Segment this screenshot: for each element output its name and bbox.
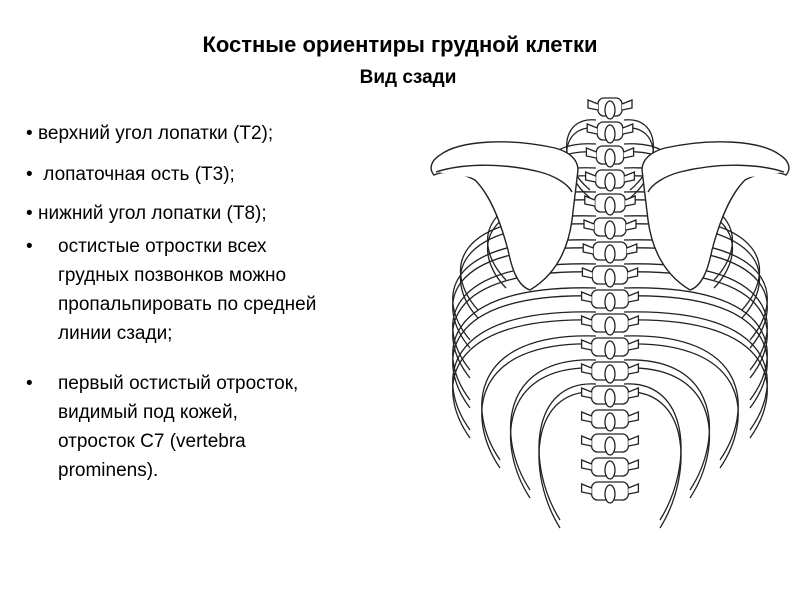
bullet-text <box>58 232 316 348</box>
bullet-item-3 <box>26 199 267 228</box>
bullet-line: первый остистый отросток, <box>58 373 299 394</box>
slide-title: Костные ориентиры грудной клетки <box>202 32 598 57</box>
vertebra <box>582 410 639 431</box>
vertebra <box>586 146 633 167</box>
bullet-marker: • <box>26 203 33 224</box>
slide-subtitle: Вид сзади <box>359 67 457 88</box>
left-scapula <box>431 142 578 290</box>
vertebra <box>582 362 639 383</box>
bullet-text: нижний угол лопатки (Т8); <box>38 203 267 224</box>
vertebra <box>582 338 639 359</box>
rib <box>624 360 709 490</box>
bullet-line: отросток С7 (vertebra <box>58 431 246 452</box>
bullet-line: пропальпировать по средней <box>58 294 317 315</box>
vertebra <box>582 482 639 503</box>
bullet-item-2 <box>26 160 235 189</box>
bullet-item-1 <box>26 119 273 148</box>
bullet-text: верхний угол лопатки (Т2); <box>38 123 274 144</box>
vertebra <box>582 458 639 479</box>
vertebra <box>583 242 637 263</box>
vertebra <box>582 386 639 407</box>
bullet-line: линии сзади; <box>58 323 173 344</box>
bullet-line: видимый под кожей, <box>58 402 238 423</box>
vertebra <box>582 434 639 455</box>
rib <box>539 392 596 528</box>
vertebra <box>582 314 639 335</box>
bullet-line: грудных позвонков можно <box>58 265 287 286</box>
bullet-marker: • <box>26 373 33 394</box>
vertebra <box>585 194 635 215</box>
vertebra <box>586 170 635 191</box>
bullet-item-4 <box>26 232 317 344</box>
rib <box>539 384 596 520</box>
vertebra <box>582 266 637 287</box>
bullet-marker: • <box>26 123 33 144</box>
rib <box>624 384 681 520</box>
rib <box>624 312 767 430</box>
vertebra <box>587 122 633 143</box>
bullet-item-5 <box>26 369 299 481</box>
vertebra <box>588 98 632 119</box>
thorax-posterior-illustration <box>420 80 800 550</box>
bullet-marker: • <box>26 236 33 257</box>
bullet-line: prominens). <box>58 460 159 481</box>
vertebra <box>582 290 639 311</box>
rib <box>624 392 681 528</box>
vertebra <box>584 218 636 239</box>
rib <box>511 360 596 490</box>
rib <box>453 312 596 430</box>
vertebral-column <box>582 98 639 503</box>
bullet-text: лопаточная ость (Т3); <box>38 164 235 185</box>
bullet-text <box>58 369 298 485</box>
right-scapula <box>642 142 789 290</box>
bullet-line: остистые отростки всех <box>58 236 267 257</box>
bullet-marker: • <box>26 164 33 185</box>
